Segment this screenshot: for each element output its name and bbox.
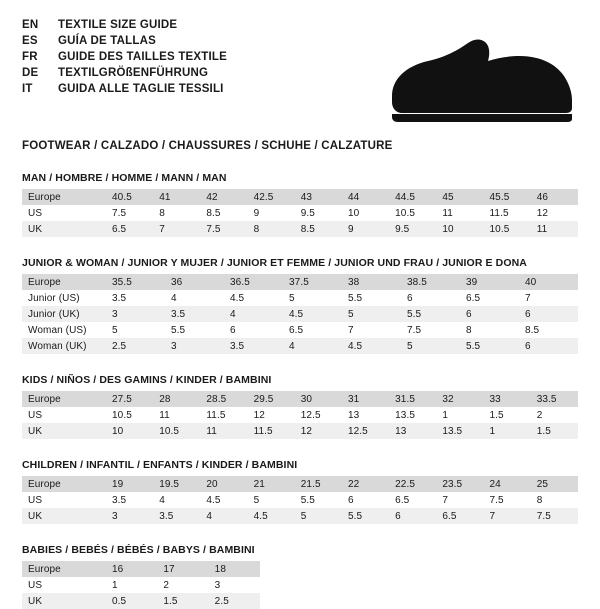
cell: 44.5 [389,189,436,205]
row-label: Europe [22,476,106,492]
cell: 3.5 [165,306,224,322]
cell: 4 [224,306,283,322]
cell: 13 [342,407,389,423]
cell: 5.5 [342,290,401,306]
language-title: TEXTILE SIZE GUIDE [58,19,178,31]
cell: 2 [157,577,208,593]
cell: 8 [248,221,295,237]
cell: 3.5 [106,492,153,508]
cell: 10 [342,205,389,221]
cell: 5 [248,492,295,508]
language-row [22,50,227,65]
row-label: Europe [22,189,106,205]
cell: 37.5 [283,274,342,290]
group-children [22,459,578,524]
cell: 6 [342,492,389,508]
cell: 8.5 [295,221,342,237]
cell: 17 [157,561,208,577]
row-label: Woman (UK) [22,338,106,354]
size-table-man [22,189,578,237]
cell: 8 [531,492,578,508]
cell: 9 [248,205,295,221]
cell: 1.5 [484,407,531,423]
cell: 31 [342,391,389,407]
cell: 2.5 [209,593,260,609]
cell: 0.5 [106,593,157,609]
cell: 9.5 [389,221,436,237]
cell: 6 [389,508,436,524]
cell: 7 [484,508,531,524]
row-label: UK [22,423,106,439]
cell: 4 [165,290,224,306]
table-row [22,508,578,524]
cell: 40.5 [106,189,153,205]
language-code: FR [22,51,38,63]
group-title: CHILDREN / INFANTIL / ENFANTS / KINDER / BAMBINI [22,459,298,471]
group-title: MAN / HOMBRE / HOMME / MANN / MAN [22,172,227,184]
cell: 12 [295,423,342,439]
cell: 13 [389,423,436,439]
cell: 7.5 [200,221,247,237]
cell: 35.5 [106,274,165,290]
cell: 19 [106,476,153,492]
cell: 41 [153,189,200,205]
language-code: DE [22,67,39,79]
table-row [22,593,260,609]
cell: 1.5 [157,593,208,609]
row-label: Europe [22,391,106,407]
cell: 36.5 [224,274,283,290]
cell: 12 [531,205,578,221]
cell: 27.5 [106,391,153,407]
cell: 2 [531,407,578,423]
row-label: US [22,577,106,593]
cell: 6 [460,306,519,322]
cell: 38 [342,274,401,290]
cell: 7 [342,322,401,338]
cell: 11 [531,221,578,237]
cell: 31.5 [389,391,436,407]
cell: 1.5 [531,423,578,439]
table-row [22,391,578,407]
cell: 7 [436,492,483,508]
group-title: KIDS / NIÑOS / DES GAMINS / KINDER / BAMBINI [22,374,272,386]
cell: 1 [484,423,531,439]
row-label: UK [22,508,106,524]
header [22,18,578,126]
cell: 4.5 [342,338,401,354]
cell: 12.5 [342,423,389,439]
language-title: GUIDA ALLE TAGLIE TESSILI [58,83,224,95]
cell: 19.5 [153,476,200,492]
cell: 3 [106,306,165,322]
cell: 5 [401,338,460,354]
cell: 33 [484,391,531,407]
cell: 21 [248,476,295,492]
row-label: Junior (UK) [22,306,106,322]
cell: 16 [106,561,157,577]
language-row [22,34,227,49]
cell: 4.5 [283,306,342,322]
cell: 4.5 [248,508,295,524]
group-title: BABIES / BEBÉS / BÉBÉS / BABYS / BAMBINI [22,544,255,556]
language-row [22,66,227,81]
cell: 6.5 [460,290,519,306]
cell: 6.5 [106,221,153,237]
row-label: Woman (US) [22,322,106,338]
cell: 11.5 [200,407,247,423]
cell: 1 [436,407,483,423]
group-kids [22,374,578,439]
table-row [22,577,260,593]
cell: 7.5 [484,492,531,508]
table-row [22,423,578,439]
cell: 3.5 [106,290,165,306]
cell: 6 [401,290,460,306]
cell: 13.5 [436,423,483,439]
cell: 10 [436,221,483,237]
row-label: US [22,407,106,423]
cell: 5.5 [342,508,389,524]
cell: 22 [342,476,389,492]
cell: 6.5 [389,492,436,508]
cell: 23.5 [436,476,483,492]
row-label: UK [22,221,106,237]
cell: 12 [248,407,295,423]
size-table-kids [22,391,578,439]
cell: 9.5 [295,205,342,221]
cell: 8 [460,322,519,338]
language-code: EN [22,19,39,31]
cell: 6 [519,338,578,354]
cell: 7 [519,290,578,306]
cell: 10.5 [484,221,531,237]
cell: 10 [106,423,153,439]
language-title: GUÍA DE TALLAS [58,35,156,47]
cell: 6.5 [283,322,342,338]
cell: 11 [436,205,483,221]
table-row [22,290,578,306]
language-code: IT [22,83,33,95]
cell: 10.5 [389,205,436,221]
cell: 4.5 [224,290,283,306]
table-row [22,322,578,338]
cell: 46 [531,189,578,205]
cell: 22.5 [389,476,436,492]
table-row [22,338,578,354]
cell: 5 [342,306,401,322]
cell: 40 [519,274,578,290]
dress-shoe-silhouette-icon [384,34,574,126]
language-title: TEXTILGRÖßENFÜHRUNG [58,67,209,79]
language-title: GUIDE DES TAILLES TEXTILE [58,51,227,63]
cell: 5 [106,322,165,338]
cell: 5.5 [460,338,519,354]
cell: 3.5 [153,508,200,524]
cell: 8.5 [519,322,578,338]
cell: 30 [295,391,342,407]
cell: 24 [484,476,531,492]
cell: 29.5 [248,391,295,407]
cell: 28.5 [200,391,247,407]
cell: 18 [209,561,260,577]
cell: 44 [342,189,389,205]
cell: 7.5 [106,205,153,221]
cell: 28 [153,391,200,407]
cell: 1 [106,577,157,593]
cell: 45.5 [484,189,531,205]
cell: 33.5 [531,391,578,407]
cell: 10.5 [153,423,200,439]
row-label: US [22,492,106,508]
cell: 42 [200,189,247,205]
cell: 45 [436,189,483,205]
cell: 4 [200,508,247,524]
table-row [22,205,578,221]
cell: 6 [519,306,578,322]
group-babies [22,544,578,609]
language-row [22,18,227,33]
cell: 5.5 [165,322,224,338]
group-junior-woman [22,257,578,354]
row-label: Junior (US) [22,290,106,306]
language-code: ES [22,35,38,47]
table-row [22,221,578,237]
category-title: FOOTWEAR / CALZADO / CHAUSSURES / SCHUHE / CALZATURE [22,140,393,152]
table-row [22,476,578,492]
cell: 39 [460,274,519,290]
cell: 11.5 [248,423,295,439]
table-row [22,561,260,577]
cell: 32 [436,391,483,407]
language-title-list [22,18,227,97]
group-man [22,172,578,237]
cell: 11.5 [484,205,531,221]
cell: 5.5 [295,492,342,508]
cell: 12.5 [295,407,342,423]
cell: 38.5 [401,274,460,290]
table-row [22,407,578,423]
group-title: JUNIOR & WOMAN / JUNIOR Y MUJER / JUNIOR ET FEMME / JUNIOR UND FRAU / JUNIOR E DONA [22,257,527,269]
cell: 42.5 [248,189,295,205]
table-row [22,306,578,322]
cell: 3 [209,577,260,593]
cell: 6.5 [436,508,483,524]
cell: 11 [200,423,247,439]
size-table-babies [22,561,260,609]
language-row [22,82,227,97]
cell: 11 [153,407,200,423]
cell: 8 [153,205,200,221]
cell: 10.5 [106,407,153,423]
cell: 36 [165,274,224,290]
cell: 5 [295,508,342,524]
table-row [22,274,578,290]
cell: 6 [224,322,283,338]
cell: 7.5 [401,322,460,338]
cell: 5 [283,290,342,306]
cell: 3 [106,508,153,524]
row-label: US [22,205,106,221]
cell: 4 [283,338,342,354]
cell: 13.5 [389,407,436,423]
cell: 4 [153,492,200,508]
cell: 5.5 [401,306,460,322]
cell: 43 [295,189,342,205]
table-row [22,492,578,508]
size-table-junior-woman [22,274,578,354]
cell: 4.5 [200,492,247,508]
cell: 2.5 [106,338,165,354]
cell: 8.5 [200,205,247,221]
cell: 9 [342,221,389,237]
cell: 7 [153,221,200,237]
row-label: Europe [22,561,106,577]
cell: 7.5 [531,508,578,524]
cell: 3 [165,338,224,354]
cell: 25 [531,476,578,492]
table-row [22,189,578,205]
row-label: Europe [22,274,106,290]
cell: 3.5 [224,338,283,354]
cell: 20 [200,476,247,492]
size-table-children [22,476,578,524]
cell: 21.5 [295,476,342,492]
row-label: UK [22,593,106,609]
